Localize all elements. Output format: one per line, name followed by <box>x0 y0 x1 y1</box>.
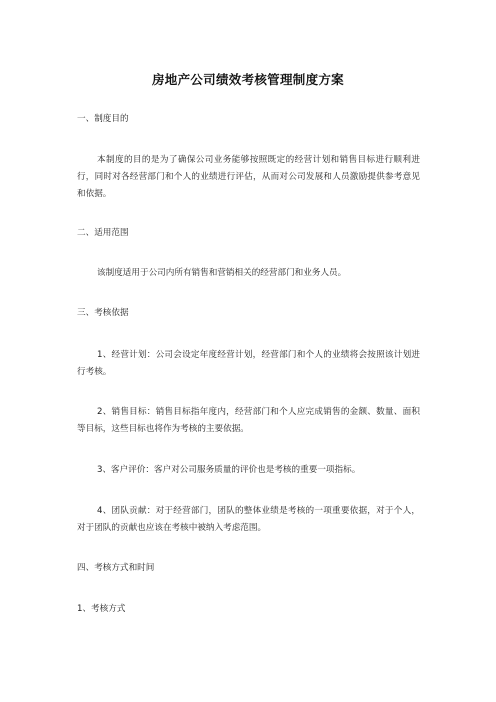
paragraph-basis-sales-target: 2、销售目标：销售目标指年度内，经营部门和个人应完成销售的金额、数量、面积等目标，这些目标也将作为考核的主要依据。 <box>77 407 420 434</box>
section-heading-method-and-time: 四、考核方式和时间 <box>77 563 155 573</box>
paragraph-scope: 该制度适用于公司内所有销售和营销相关的经营部门和业务人员。 <box>97 268 347 278</box>
section-heading-purpose: 一、制度目的 <box>77 114 129 124</box>
section-heading-basis: 三、考核依据 <box>77 308 129 318</box>
paragraph-basis-customer-evaluation: 3、客户评价：客户对公司服务质量的评价也是考核的重要一项指标。 <box>97 465 361 475</box>
subheading-method: 1、考核方式 <box>77 604 126 614</box>
paragraph-basis-plan: 1、经营计划：公司会设定年度经营计划，经营部门和个人的业绩将会按照该计划进行考核。 <box>77 350 420 377</box>
paragraph-purpose: 本制度的目的是为了确保公司业务能够按照既定的经营计划和销售目标进行顺利进行，同时对各经营部门和个人的业绩进行评估，从而对公司发展和人员激励提供参考意见和依据。 <box>77 155 420 199</box>
section-heading-scope: 二、适用范围 <box>77 228 129 238</box>
paragraph-basis-team-contribution: 4、团队贡献：对于经营部门，团队的整体业绩是考核的一项重要依据，对于个人，对于团队的贡献也应该在考核中被纳入考虑范围。 <box>77 506 420 533</box>
document-title: 房地产公司绩效考核管理制度方案 <box>151 72 344 87</box>
